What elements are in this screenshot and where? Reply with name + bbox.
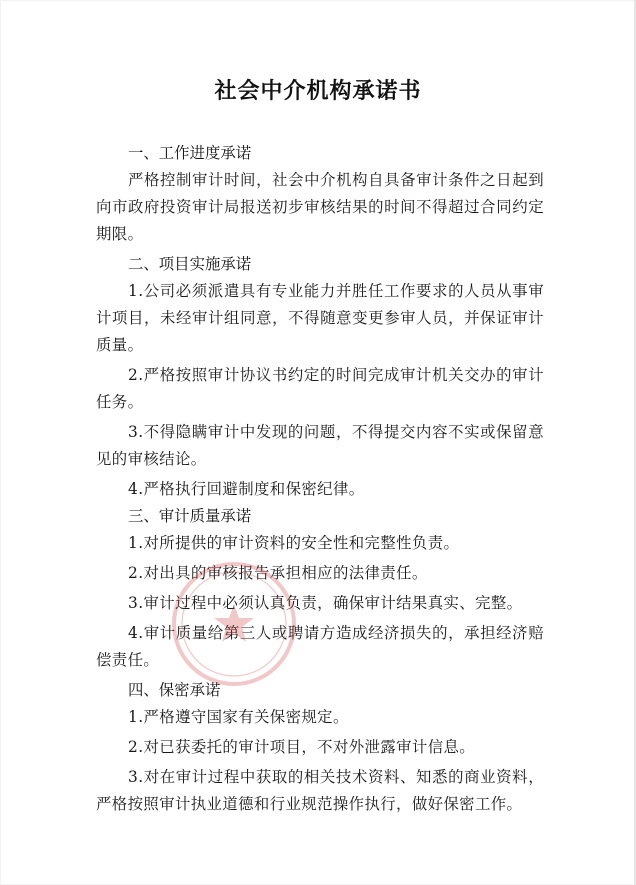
section-audit-quality xyxy=(96,503,544,674)
section-work-progress xyxy=(96,140,544,248)
section-heading: 三、审计质量承诺 xyxy=(128,507,252,525)
paragraph: 3.审计过程中必须认真负责，确保审计结果真实、完整。 xyxy=(128,594,523,612)
document-title: 社会中介机构承诺书 xyxy=(214,78,422,104)
section-project-implementation xyxy=(96,251,544,503)
paragraph: 2.严格按照审计协议书约定的时间完成审计机关交办的审计任务。 xyxy=(96,366,544,411)
paragraph: 3.对在审计过程中获取的相关技术资料、知悉的商业资料，严格按照审计执业道德和行业规范操作执行，做好保密工作。 xyxy=(96,768,544,813)
section-confidentiality xyxy=(96,677,544,818)
paragraph: 4.严格执行回避制度和保密纪律。 xyxy=(128,480,365,498)
paragraph: 2.对出具的审核报告承担相应的法律责任。 xyxy=(128,564,428,582)
section-heading: 四、保密承诺 xyxy=(128,681,221,699)
paragraph: 1.公司必须派遣具有专业能力并胜任工作要求的人员从事审计项目，未经审计组同意，不得随意变更参审人员，并保证审计质量。 xyxy=(96,282,544,354)
paragraph: 3.不得隐瞒审计中发现的问题，不得提交内容不实或保留意见的审核结论。 xyxy=(96,423,544,468)
paragraph: 1.严格遵守国家有关保密规定。 xyxy=(128,708,349,726)
section-heading: 二、项目实施承诺 xyxy=(128,255,252,273)
paragraph: 4.审计质量给第三人或聘请方造成经济损失的，承担经济赔偿责任。 xyxy=(96,624,544,669)
paragraph: 1.对所提供的审计资料的安全性和完整性负责。 xyxy=(128,534,460,552)
document-body xyxy=(96,140,544,818)
paragraph: 严格控制审计时间，社会中介机构自具备审计条件之日起到向市政府投资审计局报送初步审核结果的时间不得超过合同约定期限。 xyxy=(96,171,544,243)
paragraph: 2.对已获委托的审计项目，不对外泄露审计信息。 xyxy=(128,738,476,756)
section-heading: 一、工作进度承诺 xyxy=(128,144,252,162)
